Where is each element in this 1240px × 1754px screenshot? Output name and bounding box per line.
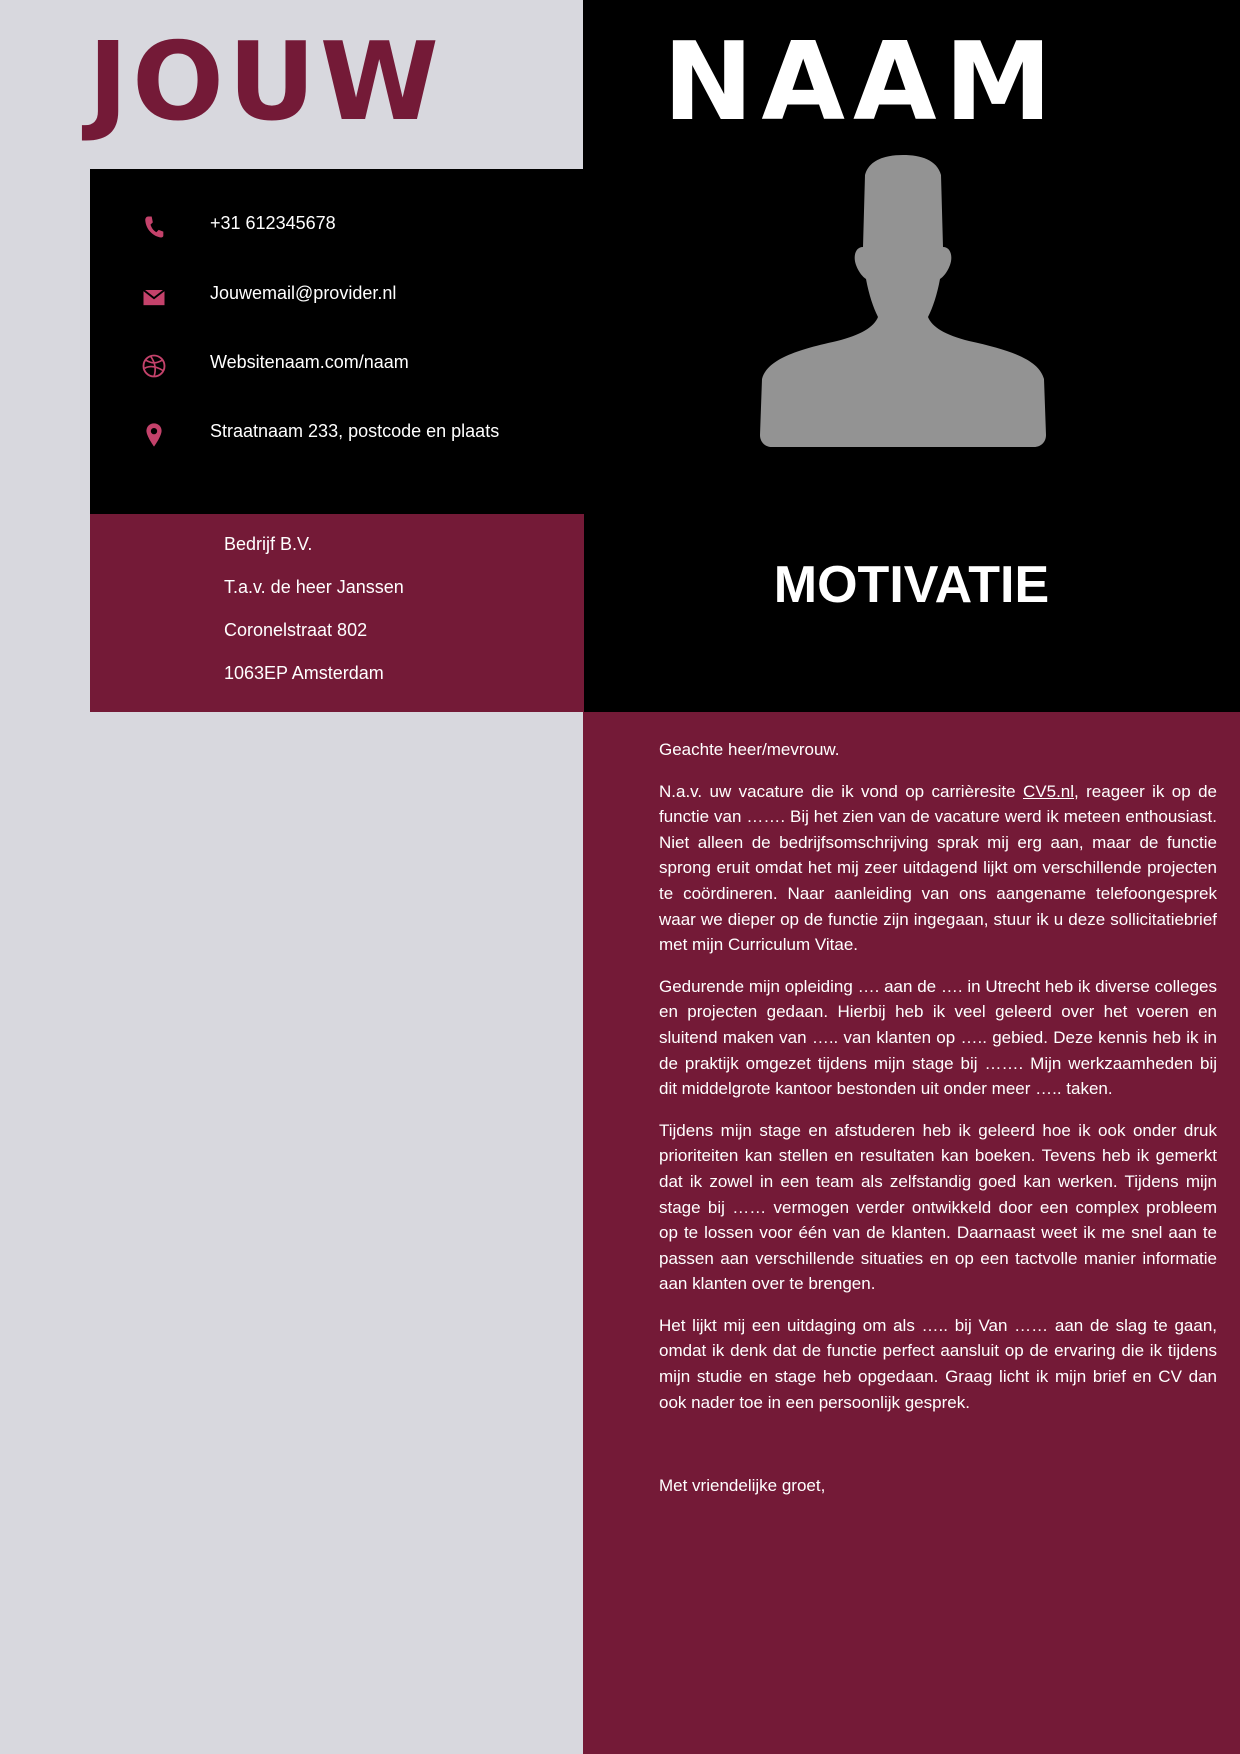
website-text[interactable]: Websitenaam.com/naam: [210, 352, 409, 372]
paragraph-2: Gedurende mijn opleiding …. aan de …. in Utrecht heb ik diverse colleges en projecten gedaan. Hierbij heb ik veel geleerd over het voeren en sluitend maken van ….. van klanten op ….. gebied. Deze kennis heb ik in de praktijk omgezet tijdens mijn stage bij ……. Mijn werkzaamheden bij dit middelgrote kantoor bestonden uit onder meer ….. taken.: [659, 976, 1217, 1099]
salutation: Geachte heer/mevrouw.: [659, 740, 840, 759]
paragraph-3: Tijdens mijn stage en afstuderen heb ik geleerd hoe ik ook onder druk prioriteiten kan stellen en resultaten kan boeken. Tevens heb ik gemerkt dat ik zowel in een team als zelfstandig goed kan werken. Tijdens mijn stage bij …… vermogen verder ontwikkeld door een complex probleem op te lossen voor één van de klanten. Daarnaast weet ik me snel aan te passen aan verschillende situaties en op een tactvolle manier informatie aan klanten over te brengen.: [659, 1120, 1217, 1294]
contact-website: [90, 346, 583, 386]
letter-body: [659, 737, 1217, 1515]
paragraph-1-start: N.a.v. uw vacature die ik vond op carrièresite: [659, 781, 1023, 801]
recipient-attention: T.a.v. de heer Janssen: [224, 577, 404, 597]
email-text[interactable]: Jouwemail@provider.nl: [210, 283, 397, 303]
closing: Met vriendelijke groet,: [659, 1476, 826, 1496]
name-last-word: NAAM: [663, 20, 1061, 145]
cv5-link[interactable]: CV5.nl: [1023, 781, 1075, 801]
mail-icon: [140, 283, 168, 311]
contact-email: [90, 277, 583, 317]
profile-photo-placeholder[interactable]: [757, 155, 1049, 449]
paragraph-4: Het lijkt mij een uitdaging om als ….. bij Van …… aan de slag te gaan, omdat ik denk dat de functie perfect aansluit op de ervaring die ik tijdens mijn studie en stage heb opgedaan. Graag licht ik mijn brief en CV dan ook nader toe in een persoonlijk gesprek.: [659, 1315, 1217, 1412]
recipient-street: Coronelstraat 802: [224, 620, 368, 640]
address-text: Straatnaam 233, postcode en plaats: [210, 421, 500, 441]
recipient-company: Bedrijf B.V.: [224, 534, 313, 554]
phone-text[interactable]: +31 612345678: [210, 213, 336, 233]
section-title: MOTIVATIE: [773, 556, 1050, 614]
globe-icon: [140, 352, 168, 380]
recipient-city: 1063EP Amsterdam: [224, 663, 384, 683]
phone-icon: [140, 213, 168, 241]
location-pin-icon: [140, 421, 168, 449]
paragraph-1-end: , reageer ik op de functie van ……. Bij het zien van de vacature werd ik meteen enthousiast. Niet alleen de bedrijfsomschrijving sprak mij erg aan, maar de functie sprong eruit omdat het mij zeer uitdagend lijkt om verschillende projecten te coördineren. Naar aanleiding van ons aangename telefoongesprek waar we dieper op de functie zijn ingegaan, stuur ik u deze sollicitatiebrief met mijn Curriculum Vitae.: [659, 781, 1217, 955]
paragraph-1: [659, 779, 1217, 958]
contact-phone: [90, 207, 583, 247]
contact-address: [90, 415, 583, 455]
name-first-word: JOUW: [88, 20, 443, 145]
